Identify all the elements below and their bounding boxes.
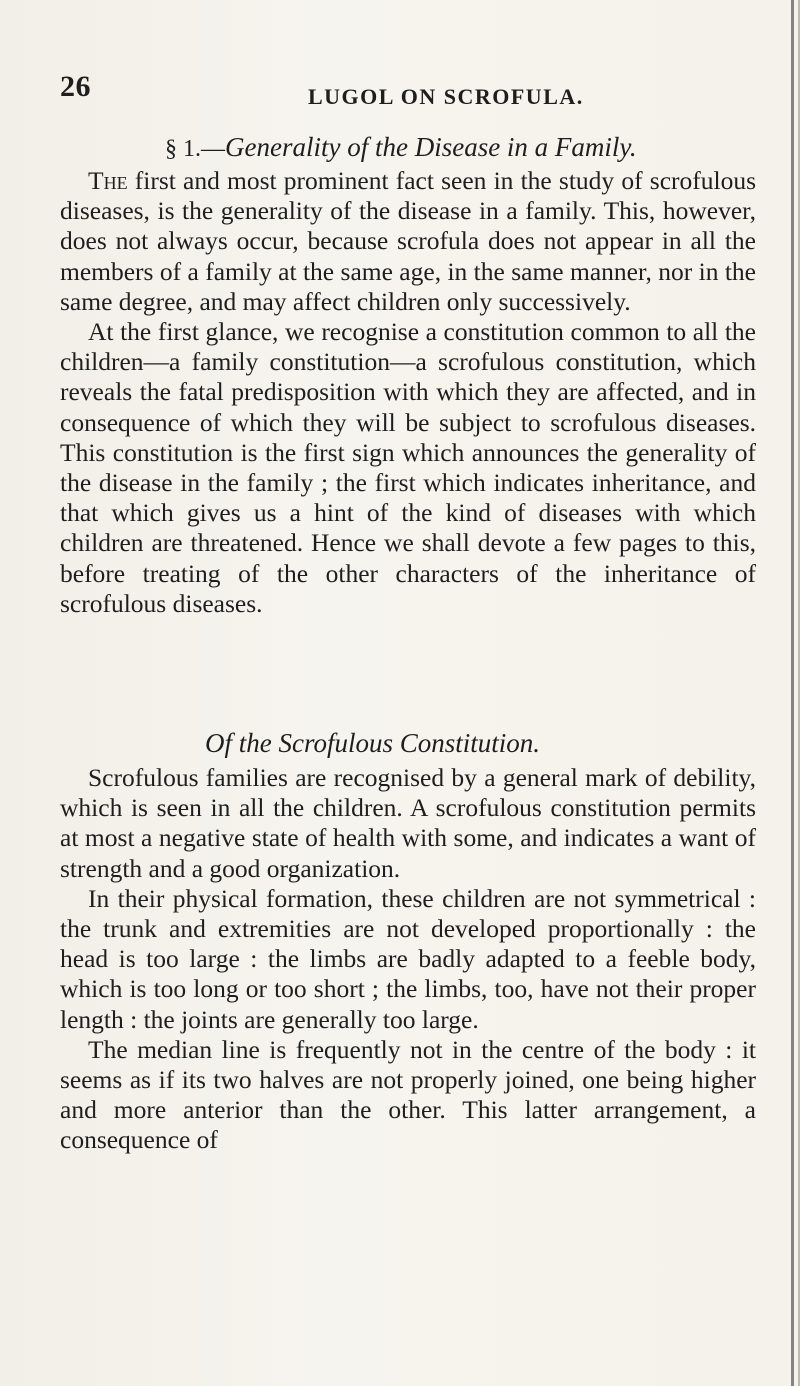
- paragraph: [60, 166, 756, 317]
- paragraph: At the first glance, we recognise a constitution common to all the children—a family constitution—a scrofulous constitution, which reveals the fatal predisposition with which they are affected, and in consequence of which they will be subject to scrofulous diseases. This constitution is the first sign which announces the generality of the disease in the family ; the first which indicates inheritance, and that which gives us a hint of the kind of diseases with which children are threatened. Hence we shall devote a few pages to this, before treating of the other characters of the inheritance of scrofulous diseases.: [60, 317, 756, 618]
- section-1-body: [60, 166, 756, 619]
- paragraph: Scrofulous families are recognised by a general mark of debility, which is seen in all the children. A scrofulous constitution permits at most a negative state of health with some, and indicates a want of strength and a good organization.: [60, 763, 756, 883]
- section-2-body: [60, 763, 756, 1156]
- paragraph: In their physical formation, these children are not symmetrical : the trunk and extremities are not developed proportionally : the head is too large : the limbs are badly adapted to a feeble body, which is too long or too short ; the limbs, too, have not their proper length : the joints are generally too large.: [60, 883, 756, 1034]
- subheading: Of the Scrofulous Constitution.: [205, 728, 541, 758]
- section-mark: § 1.—: [165, 136, 225, 162]
- page-number: 26: [60, 70, 91, 103]
- page-edge-shadow: [791, 0, 794, 1386]
- paragraph-text: first and most prominent fact seen in the study of scrofulous diseases, is the generality of the disease in a family. This, however, does not always occur, because scrofula does not appear in all the members of a family at the same age, in the same manner, nor in the same degree, and may affect children only successively.: [60, 166, 756, 316]
- section-title: Generality of the Disease in a Family.: [225, 132, 637, 162]
- running-head: LUGOL ON SCROFULA.: [308, 84, 584, 109]
- paragraph-lead: The: [88, 166, 128, 195]
- page-header: [60, 70, 750, 110]
- section-heading: [165, 132, 637, 163]
- paragraph: The median line is frequently not in the centre of the body : it seems as if its two halves are not properly joined, one being higher and more anterior than the other. This latter arrangement, a consequence of: [60, 1034, 756, 1155]
